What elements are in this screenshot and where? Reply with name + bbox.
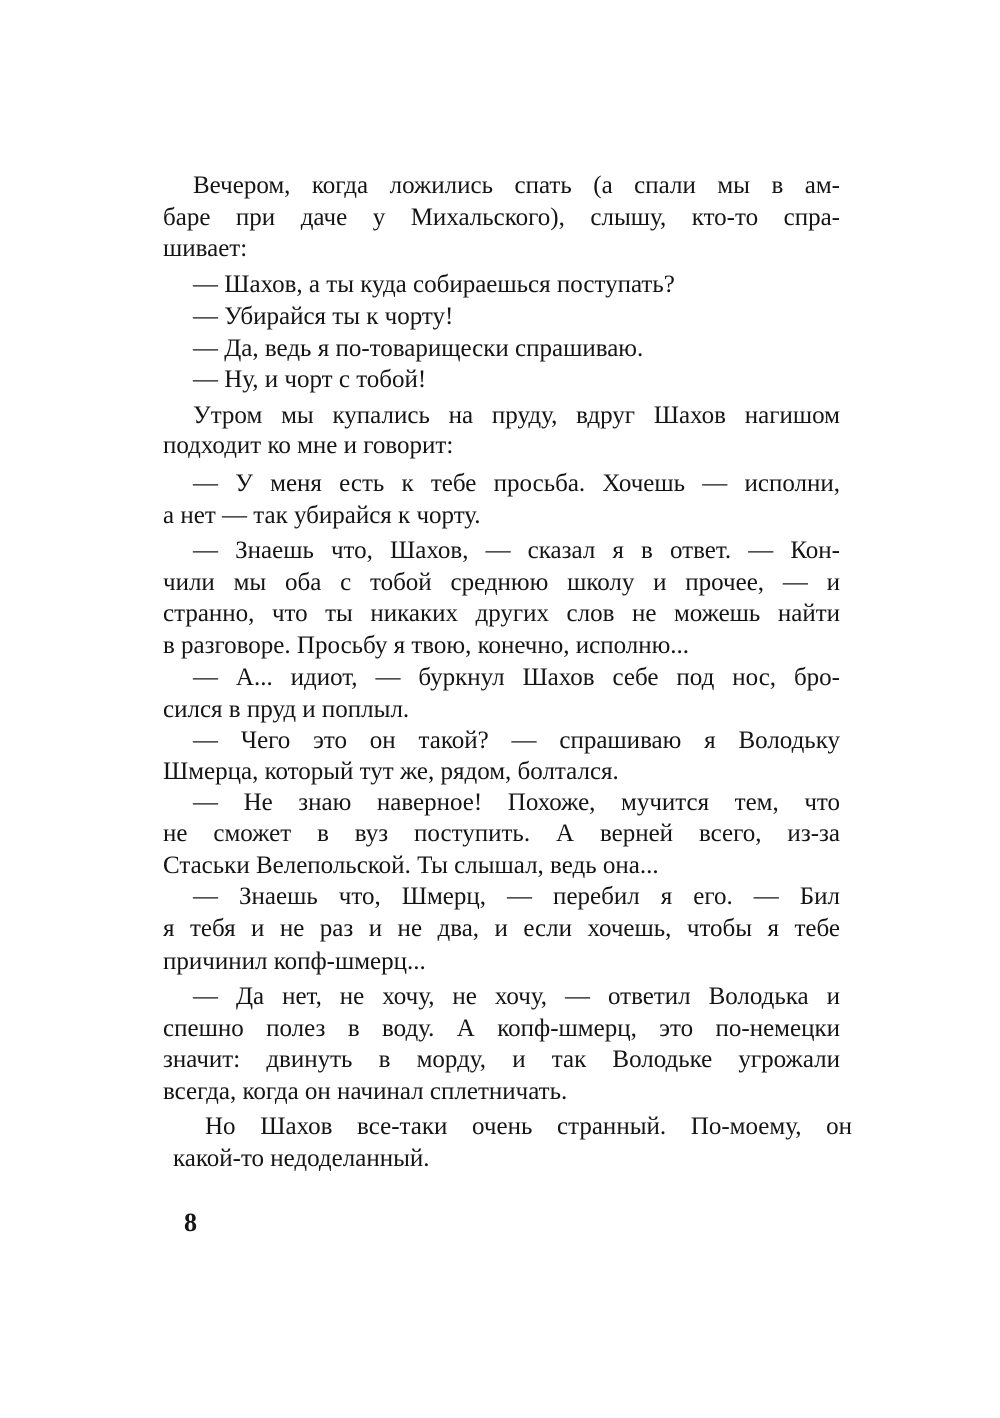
text-line: какой-то недоделанный. bbox=[173, 1145, 430, 1172]
text-line: — Не знаю наверное! Похоже, мучится тем, что bbox=[193, 789, 840, 816]
text-line: — Да, ведь я по-товарищески спрашиваю. bbox=[193, 335, 644, 362]
text-line: Утром мы купались на пруду, вдруг Шахов нагишом bbox=[193, 402, 840, 429]
text-line: — Знаешь что, Шахов, — сказал я в ответ. — Кон- bbox=[193, 537, 840, 564]
text-line: — Да нет, не хочу, не хочу, — ответил Володька и bbox=[193, 983, 840, 1010]
text-line: — Ну, и чорт с тобой! bbox=[193, 366, 427, 393]
text-line: не сможет в вуз поступить. А верней всего, из-за bbox=[163, 820, 840, 847]
text-line: Шмерца, который тут же, рядом, болтался. bbox=[163, 758, 619, 785]
text-line: спешно полез в воду. А копф-шмерц, это по-немецки bbox=[163, 1015, 840, 1042]
text-line: а нет — так убирайся к чорту. bbox=[163, 502, 481, 529]
text-line: странно, что ты никаких других слов не можешь найти bbox=[163, 600, 840, 627]
text-line: — Шахов, а ты куда собираешься поступать? bbox=[193, 271, 675, 298]
text-line: — Знаешь что, Шмерц, — перебил я его. — Бил bbox=[193, 883, 840, 910]
text-line: подходит ко мне и говорит: bbox=[163, 432, 454, 459]
text-line: причинил копф-шмерц... bbox=[163, 948, 426, 975]
text-line: — У меня есть к тебе просьба. Хочешь — исполни, bbox=[193, 470, 840, 497]
text-line: Но Шахов все-таки очень странный. По-моему, он bbox=[205, 1113, 852, 1140]
text-line: шивает: bbox=[163, 235, 248, 262]
text-line: всегда, когда он начинал сплетничать. bbox=[163, 1078, 568, 1105]
text-line: — Чего это он такой? — спрашиваю я Володьку bbox=[193, 727, 840, 754]
text-line: я тебя и не раз и не два, и если хочешь, чтобы я тебе bbox=[163, 915, 840, 942]
text-line: — Убирайся ты к чорту! bbox=[193, 303, 454, 330]
text-line: баре при даче у Михальского), слышу, кто-то спра- bbox=[163, 204, 840, 231]
text-line: Вечером, когда ложились спать (а спали мы в ам- bbox=[193, 172, 840, 199]
text-line: Стаськи Велепольской. Ты слышал, ведь она... bbox=[163, 852, 659, 879]
text-line: — А... идиот, — буркнул Шахов себе под нос, бро- bbox=[193, 664, 840, 691]
text-line: значит: двинуть в морду, и так Володьке угрожали bbox=[163, 1046, 840, 1073]
page-number: 8 bbox=[184, 1208, 197, 1237]
text-line: чили мы оба с тобой среднюю школу и прочее, — и bbox=[163, 569, 840, 596]
text-line: в разговоре. Просьбу я твою, конечно, исполню... bbox=[163, 632, 690, 659]
text-line: сился в пруд и поплыл. bbox=[163, 696, 410, 723]
